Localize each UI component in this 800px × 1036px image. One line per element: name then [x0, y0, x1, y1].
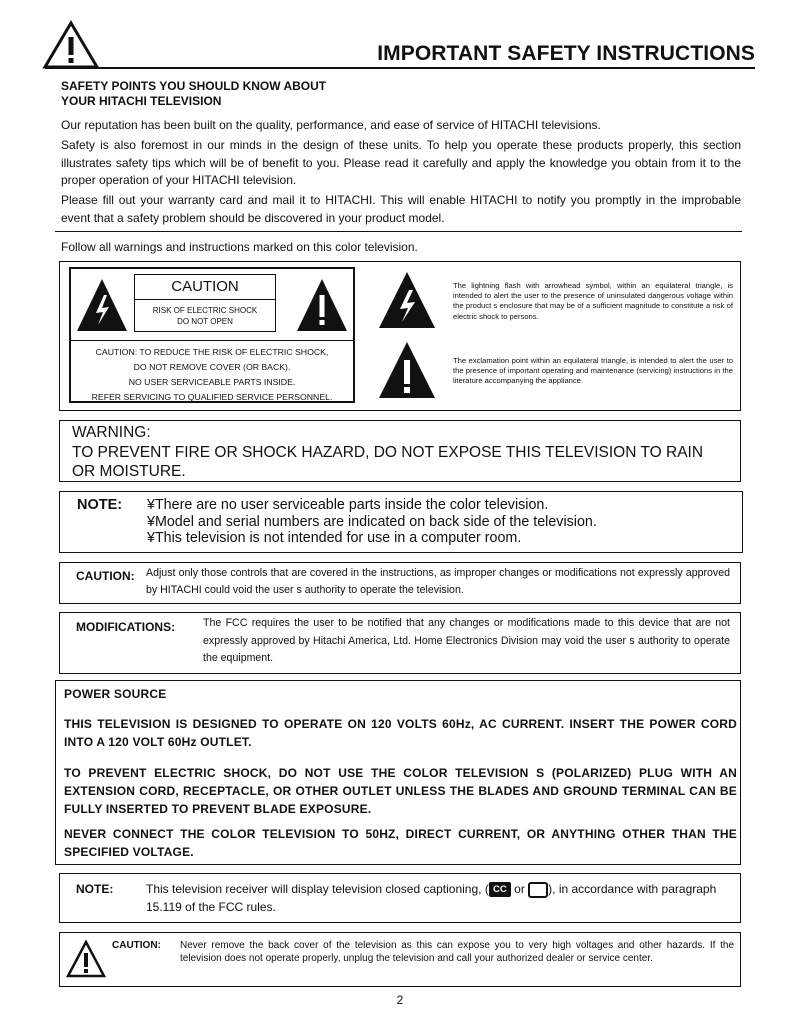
risk-line-1: RISK OF ELECTRIC SHOCK — [152, 306, 258, 315]
caution-title: CAUTION — [135, 278, 275, 300]
caution-label-top-row — [71, 269, 353, 341]
power-paragraph-1: THIS TELEVISION IS DESIGNED TO OPERATE ON 120 VOLTS 60Hz, AC CURRENT. INSERT THE POWER CORD INTO A 120 VOLT 60Hz OUTLET. — [64, 717, 737, 749]
page-number: 2 — [396, 993, 404, 1007]
caution-line-3: NO USER SERVICEABLE PARTS INSIDE. — [128, 377, 296, 387]
caution-line-4: REFER SERVICING TO QUALIFIED SERVICE PERSONNEL. — [91, 392, 333, 402]
back-cover-caution-text: Never remove the back cover of the television as this can expose you to very high voltages and other hazards. If the television does not operate properly, unplug the television and call your authorized dealer or service center. — [180, 940, 734, 964]
risk-line-2: DO NOT OPEN — [177, 317, 233, 326]
warning-line-2: TO PREVENT FIRE OR SHOCK HAZARD, DO NOT EXPOSE THIS TELEVISION TO RAIN — [72, 443, 704, 461]
intro-paragraph-3: Please fill out your warranty card and mail it to HITACHI. This will enable HITACHI to notify you promptly in the improbable event that a safety problem should be discovered in your product model. — [61, 193, 741, 225]
power-paragraph-3: NEVER CONNECT THE COLOR TELEVISION TO 50HZ, DIRECT CURRENT, OR ANYTHING OTHER THAN THE SPECIFIED VOLTAGE. — [64, 827, 737, 859]
intro-paragraph-1: Our reputation has been built on the quality, performance, and ease of service of HITACHI televisions. — [61, 118, 601, 132]
exclamation-symbol-description: The exclamation point within an equilateral triangle, is intended to alert the user to the presence of important operating and maintenance (servicing) instructions in the literature accompanying the appliance. — [453, 356, 733, 386]
warning-text — [72, 423, 703, 482]
caption-tv-icon — [528, 882, 548, 898]
caution-label-text — [71, 345, 353, 405]
caution-line-2: DO NOT REMOVE COVER (OR BACK). — [133, 362, 291, 372]
intro-heading-line1: SAFETY POINTS YOU SHOULD KNOW ABOUT — [61, 79, 327, 93]
note-item: ¥There are no user serviceable parts inside the color television. — [147, 497, 549, 513]
power-paragraph-2: TO PREVENT ELECTRIC SHOCK, DO NOT USE THE COLOR TELEVISION S (POLARIZED) PLUG WITH AN EXTENSION CORD, RECEPTACLE, OR OTHER OUTLET UNLESS THE BLADES AND GROUND TERMINAL CAN BE FULLY INSERTED TO PREVENT BLADE EXPOSURE. — [64, 766, 737, 816]
warning-triangle-icon — [42, 20, 100, 70]
note-text-after: ), in accordance with paragraph 15.119 of the FCC rules. — [146, 882, 717, 914]
page-title: IMPORTANT SAFETY INSTRUCTIONS — [377, 42, 755, 65]
warning-line-1: WARNING: — [72, 424, 151, 441]
exclamation-triangle-icon — [377, 340, 437, 400]
caution-label-panel — [69, 267, 355, 403]
caution-label: CAUTION: — [112, 940, 161, 951]
caution-text: Adjust only those controls that are covered in the instructions, as improper changes or modifications not expressly approved by HITACHI could void the user s authority to operate the television. — [146, 567, 730, 596]
exclamation-triangle-icon — [296, 277, 348, 333]
note-label: NOTE: — [76, 882, 114, 896]
note-item: ¥Model and serial numbers are indicated on back side of the television. — [147, 514, 597, 530]
divider — [55, 231, 742, 232]
note-item: ¥This television is not intended for use in a computer room. — [147, 530, 522, 546]
modifications-label: MODIFICATIONS: — [76, 620, 176, 634]
power-source-heading: POWER SOURCE — [64, 687, 167, 701]
caution-line-1: CAUTION: TO REDUCE THE RISK OF ELECTRIC SHOCK, — [95, 347, 329, 357]
note-or: or — [510, 882, 529, 896]
lightning-triangle-icon — [76, 277, 128, 333]
header-rule — [45, 67, 755, 69]
cc-icon: CC — [489, 882, 511, 897]
note-label: NOTE: — [77, 497, 123, 513]
closed-caption-note-text — [146, 880, 730, 916]
caution-label: CAUTION: — [76, 569, 135, 583]
lightning-symbol-description: The lightning flash with arrowhead symbol, within an equilateral triangle, is intended to alert the user to the presence of uninsulated dangerous voltage within the product s enclosure that may be of a sufficient magnitude to constitute a risk of electric shock to persons. — [453, 281, 733, 321]
intro-heading — [61, 79, 326, 109]
intro-heading-line2: YOUR HITACHI TELEVISION — [61, 94, 222, 108]
warning-triangle-icon — [66, 940, 106, 978]
warning-line-3: OR MOISTURE. — [72, 463, 186, 480]
modifications-text: The FCC requires the user to be notified that any changes or modifications made to this device that are not expressly approved by Hitachi America, Ltd. Home Electronics Division may void the user s authority to operate the equipment. — [203, 617, 730, 664]
note-text-before: This television receiver will display television closed captioning, ( — [146, 882, 489, 896]
follow-instructions-text: Follow all warnings and instructions marked on this color television. — [61, 240, 418, 254]
caution-title-box — [134, 274, 276, 332]
intro-paragraph-2: Safety is also foremost in our minds in the design of these units. To help you operate these products properly, this section illustrates safety tips which will be of benefit to you. Please read it carefully and apply the knowledge you obtain from it to the proper operation of your HITACHI television. — [61, 138, 741, 187]
lightning-triangle-icon — [377, 270, 437, 330]
